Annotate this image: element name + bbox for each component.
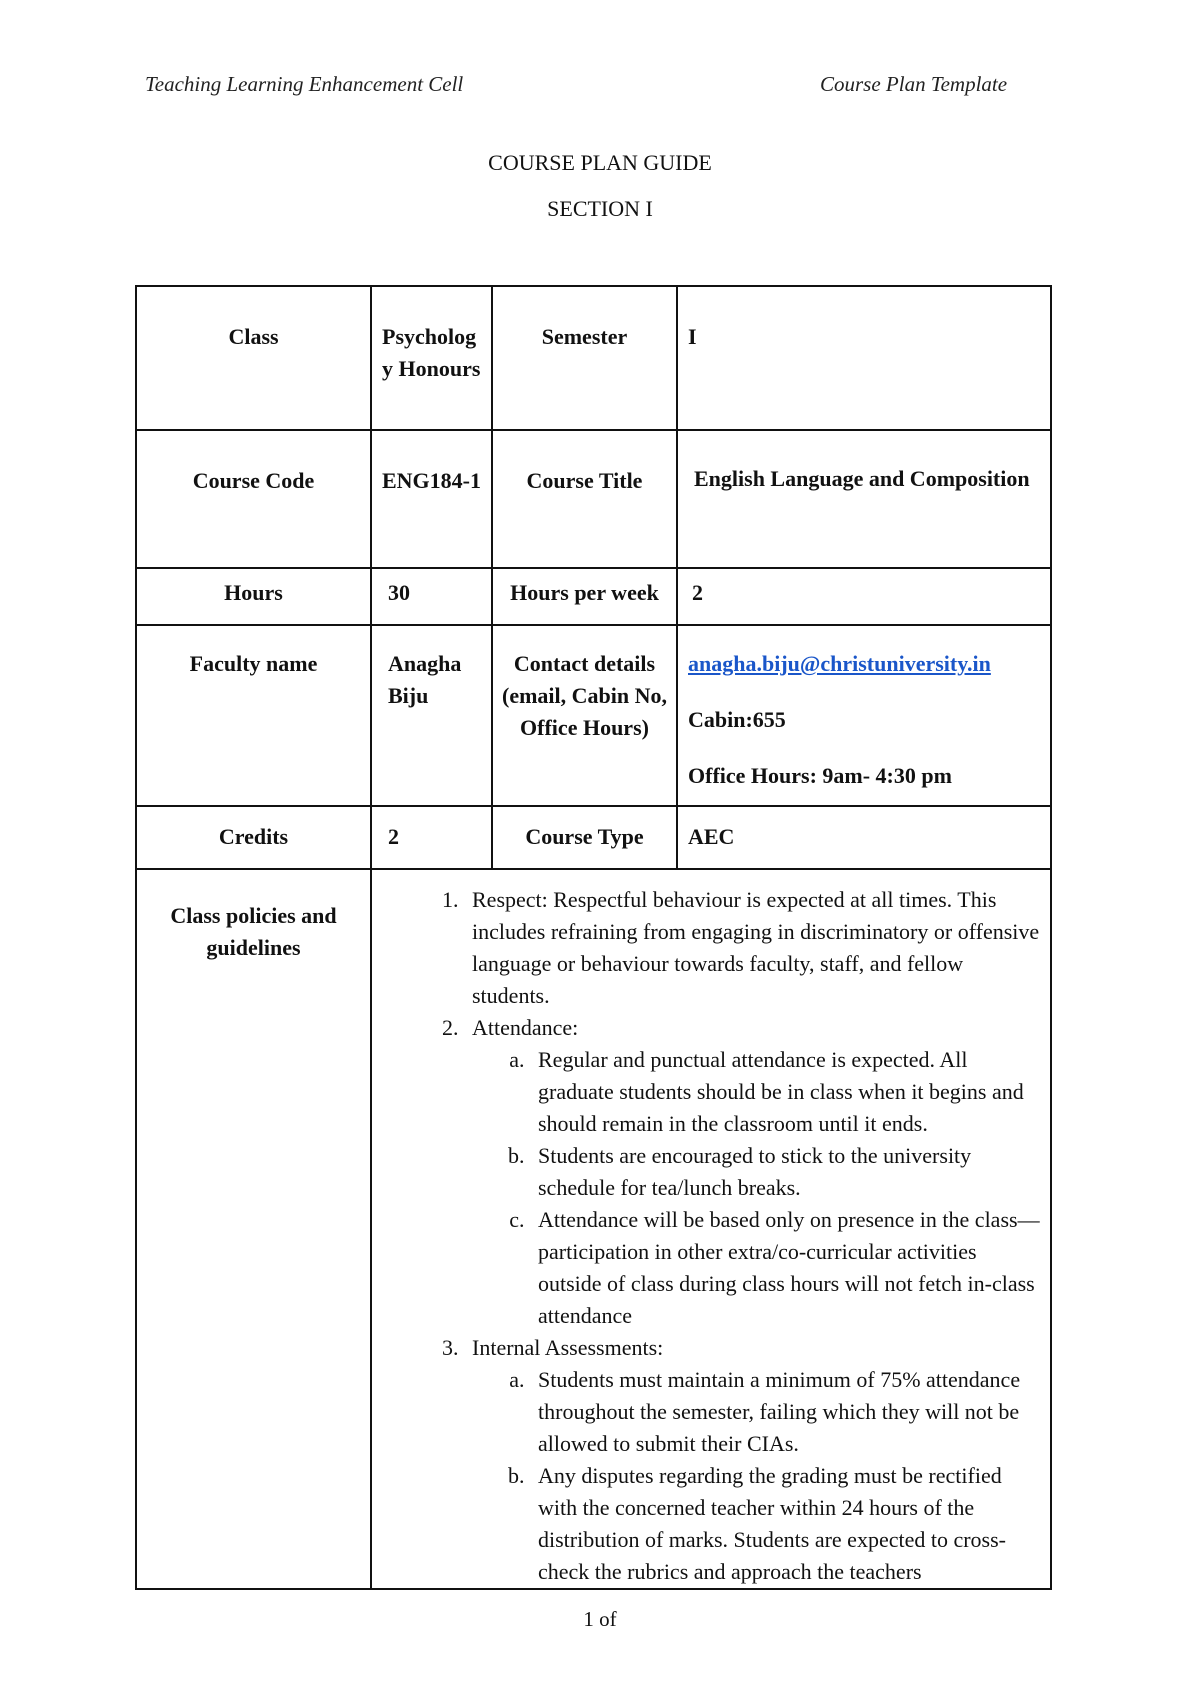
list-item [464,1012,1040,1332]
policy-internal-assessments: Internal Assessments: [472,1335,664,1360]
policy-respect: Respect: Respectful behaviour is expected at all times. This includes refraining from engaging in discriminatory or offensive language or behaviour towards faculty, staff, and fellow students. [472,887,1040,1008]
course-title-label: Course Title [492,430,677,568]
credits-label: Credits [136,806,371,869]
list-item: b. Students are encouraged to stick to the university schedule for tea/lunch breaks. [530,1140,1040,1204]
table-row [136,430,1051,568]
course-code-value: ENG184-1 [371,430,492,568]
semester-label: Semester [492,286,677,430]
faculty-label: Faculty name [136,625,371,806]
course-title-value: English Language and Composition [677,430,1051,568]
policy-attendance: Attendance: [472,1015,579,1040]
email-link[interactable]: anagha.biju@christuniversity.in [688,651,991,676]
table-row [136,286,1051,430]
table-row [136,625,1051,806]
class-label: Class [136,286,371,430]
office-hours: Office Hours: 9am- 4:30 pm [688,763,952,788]
faculty-value: Anagha Biju [371,625,492,806]
page-title: COURSE PLAN GUIDE [488,150,712,175]
section-title: SECTION I [547,196,653,221]
list-item: b. Any disputes regarding the grading must be rectified with the concerned teacher within 24 hours of the distribution of marks. Students are expected to cross-check the rubrics and approach the teachers [530,1460,1040,1588]
table-row [136,869,1051,1589]
list-item [464,884,1040,1012]
table-row [136,568,1051,625]
course-plan-table [135,285,1052,1590]
list-item: a. Regular and punctual attendance is expected. All graduate students should be in class when it begins and should remain in the classroom until it ends. [530,1044,1040,1140]
course-type-label: Course Type [492,806,677,869]
header-right: Course Plan Template [820,72,1008,96]
hours-per-week-label: Hours per week [492,568,677,625]
list-item [464,1332,1040,1588]
hours-value: 30 [371,568,492,625]
hours-label: Hours [136,568,371,625]
class-value: Psychology Honours [371,286,492,430]
contact-label: Contact details (email, Cabin No, Office Hours) [492,625,677,806]
header-left: Teaching Learning Enhancement Cell [145,72,464,96]
table-row [136,806,1051,869]
contact-details [677,625,1051,806]
cabin-number: Cabin:655 [688,707,786,732]
policies-label: Class policies and guidelines [136,869,371,1589]
semester-value: I [677,286,1051,430]
policies-list [371,869,1051,1589]
page-number: 1 of [583,1607,617,1631]
course-code-label: Course Code [136,430,371,568]
hours-per-week-value: 2 [677,568,1051,625]
list-item: c. Attendance will be based only on presence in the class—participation in other extra/co-curricular activities outside of class during class hours will not fetch in-class attendance [530,1204,1040,1332]
list-item: a. Students must maintain a minimum of 75% attendance throughout the semester, failing which they will not be allowed to submit their CIAs. [530,1364,1040,1460]
course-type-value: AEC [677,806,1051,869]
credits-value: 2 [371,806,492,869]
